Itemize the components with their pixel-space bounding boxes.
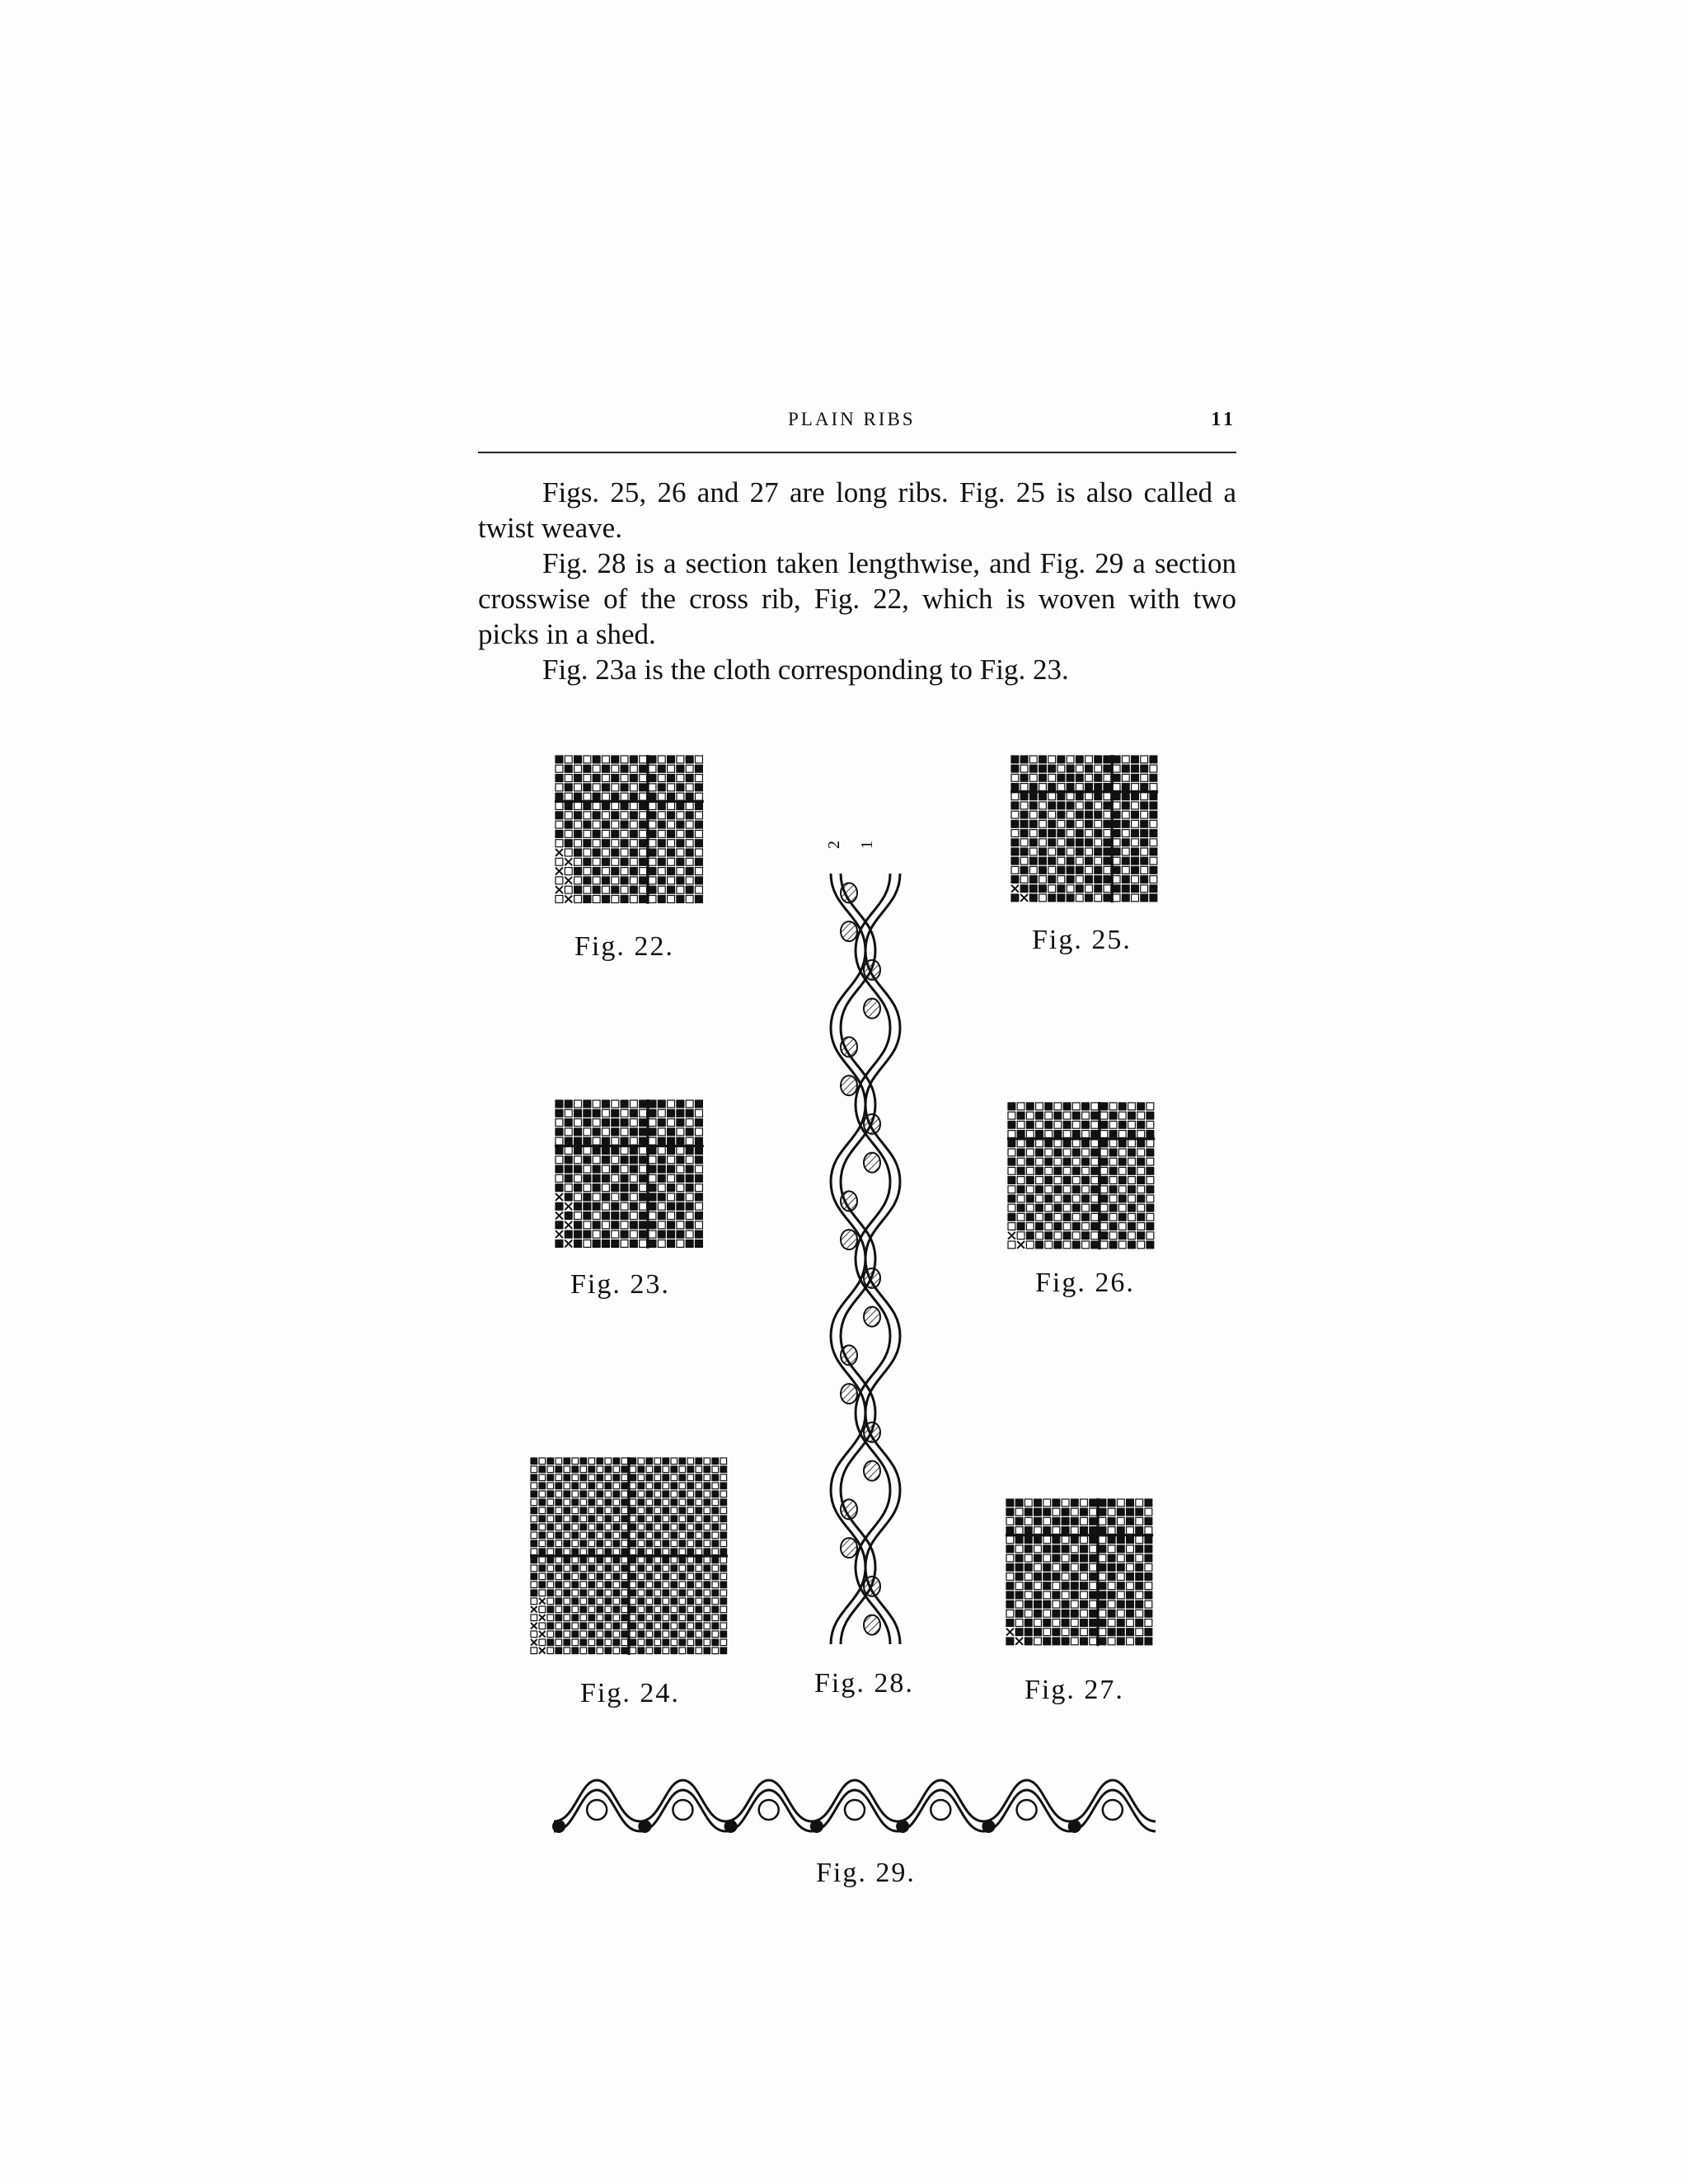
fig25-caption: Fig. 25. (1032, 925, 1132, 955)
fig27-caption: Fig. 27. (1025, 1675, 1124, 1705)
fig26-caption: Fig. 26. (1035, 1268, 1135, 1298)
fig28-label-2: 2 (825, 841, 843, 849)
fig29-section-drawing (554, 1772, 1164, 1846)
header-rule (478, 452, 1236, 453)
page-number: 11 (1211, 409, 1236, 430)
running-head (478, 409, 1236, 442)
fig23-weave-diagram (555, 1099, 703, 1248)
fig28-label-1: 1 (858, 841, 876, 849)
fig28-section-drawing (816, 824, 907, 1648)
fig26-weave-diagram (1007, 1102, 1156, 1250)
body-text (478, 475, 1236, 687)
fig23-caption: Fig. 23. (570, 1269, 670, 1300)
paragraph-2: Fig. 28 is a section taken lengthwise, and Fig. 29 a section crosswise of the cross rib, Fig. 22, which is woven with two picks in a shed. (478, 547, 1236, 650)
fig24-weave-diagram (530, 1457, 728, 1655)
fig22-weave-diagram (555, 755, 703, 903)
paragraph-3: Fig. 23a is the cloth corresponding to Fig. 23. (542, 654, 1069, 686)
fig25-weave-diagram (1010, 755, 1159, 903)
running-title: PLAIN RIBS (788, 409, 916, 429)
fig28-caption: Fig. 28. (814, 1668, 914, 1699)
fig27-weave-diagram (1006, 1498, 1154, 1647)
fig24-caption: Fig. 24. (580, 1678, 680, 1708)
paragraph-1: Figs. 25, 26 and 27 are long ribs. Fig. 25 is also called a twist weave. (478, 476, 1236, 544)
fig29-caption: Fig. 29. (816, 1858, 916, 1888)
fig22-caption: Fig. 22. (574, 931, 674, 962)
